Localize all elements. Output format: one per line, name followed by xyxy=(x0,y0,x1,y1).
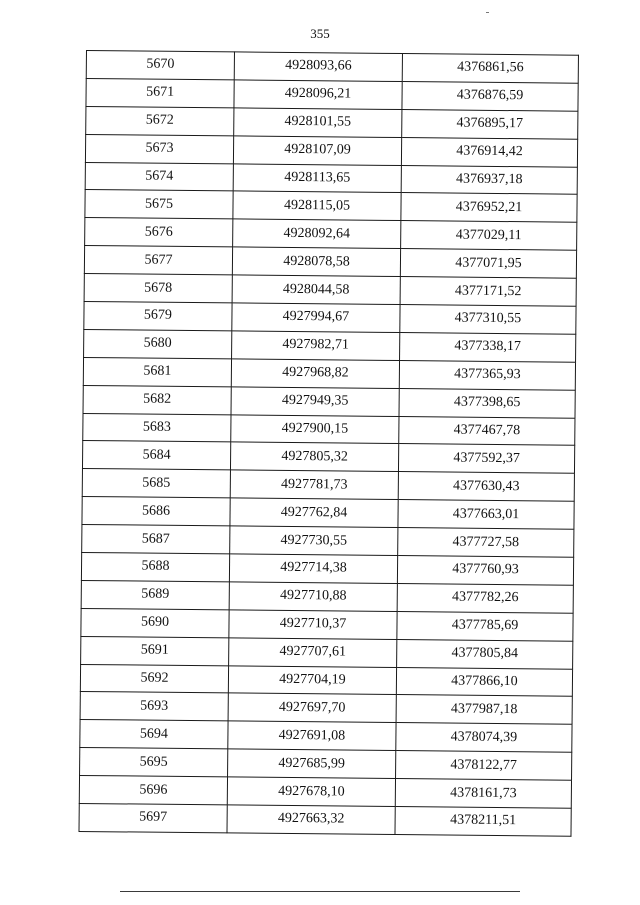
y-coordinate-cell: 4377398,65 xyxy=(399,388,575,418)
point-number-cell: 5691 xyxy=(81,636,229,665)
y-coordinate-cell: 4377987,18 xyxy=(396,695,572,725)
x-coordinate-cell: 4928115,05 xyxy=(233,191,401,221)
y-coordinate-cell: 4377760,93 xyxy=(397,556,573,586)
y-coordinate-cell: 4377071,95 xyxy=(400,249,576,279)
x-coordinate-cell: 4927714,38 xyxy=(229,554,397,584)
y-coordinate-cell: 4377171,52 xyxy=(400,277,576,307)
x-coordinate-cell: 4927805,32 xyxy=(230,442,398,472)
x-coordinate-cell: 4927968,82 xyxy=(231,359,399,389)
x-coordinate-cell: 4927710,88 xyxy=(229,582,397,612)
y-coordinate-cell: 4376937,18 xyxy=(401,165,577,195)
x-coordinate-cell: 4927762,84 xyxy=(230,498,398,528)
y-coordinate-cell: 4376876,59 xyxy=(402,81,578,111)
x-coordinate-cell: 4927730,55 xyxy=(230,526,398,556)
x-coordinate-cell: 4927663,32 xyxy=(227,805,395,835)
x-coordinate-cell: 4927710,37 xyxy=(229,610,397,640)
y-coordinate-cell: 4376861,56 xyxy=(402,54,578,84)
x-coordinate-cell: 4928093,66 xyxy=(234,52,402,82)
x-coordinate-cell: 4928078,58 xyxy=(232,247,400,277)
point-number-cell: 5684 xyxy=(82,441,230,470)
scan-artifact-mark xyxy=(486,12,489,13)
point-number-cell: 5683 xyxy=(83,413,231,442)
table-row xyxy=(79,804,571,837)
point-number-cell: 5697 xyxy=(79,804,227,833)
x-coordinate-cell: 4927685,99 xyxy=(228,749,396,779)
x-coordinate-cell: 4928044,58 xyxy=(232,275,400,305)
y-coordinate-cell: 4376914,42 xyxy=(401,137,577,167)
x-coordinate-cell: 4927704,19 xyxy=(228,665,396,695)
page-number: 355 xyxy=(310,26,330,41)
coordinates-table-body xyxy=(79,51,578,837)
y-coordinate-cell: 4377592,37 xyxy=(398,444,574,474)
point-number-cell: 5686 xyxy=(82,497,230,526)
y-coordinate-cell: 4377630,43 xyxy=(398,472,574,502)
y-coordinate-cell: 4377785,69 xyxy=(397,611,573,641)
point-number-cell: 5673 xyxy=(85,134,233,163)
point-number-cell: 5680 xyxy=(84,329,232,358)
x-coordinate-cell: 4928101,55 xyxy=(234,108,402,138)
y-coordinate-cell: 4377727,58 xyxy=(398,528,574,558)
point-number-cell: 5679 xyxy=(84,302,232,331)
x-coordinate-cell: 4928107,09 xyxy=(233,136,401,166)
point-number-cell: 5678 xyxy=(84,274,232,303)
point-number-cell: 5674 xyxy=(85,162,233,191)
point-number-cell: 5687 xyxy=(82,525,230,554)
x-coordinate-cell: 4928092,64 xyxy=(233,219,401,249)
point-number-cell: 5671 xyxy=(86,78,234,107)
x-coordinate-cell: 4927781,73 xyxy=(230,470,398,500)
point-number-cell: 5682 xyxy=(83,385,231,414)
point-number-cell: 5692 xyxy=(80,664,228,693)
y-coordinate-cell: 4376952,21 xyxy=(401,193,577,223)
point-number-cell: 5676 xyxy=(85,218,233,247)
y-coordinate-cell: 4377866,10 xyxy=(396,667,572,697)
point-number-cell: 5688 xyxy=(81,553,229,582)
point-number-cell: 5690 xyxy=(81,608,229,637)
y-coordinate-cell: 4378074,39 xyxy=(396,723,572,753)
point-number-cell: 5693 xyxy=(80,692,228,721)
y-coordinate-cell: 4377029,11 xyxy=(401,221,577,251)
x-coordinate-cell: 4927994,67 xyxy=(232,303,400,333)
x-coordinate-cell: 4927691,08 xyxy=(228,721,396,751)
point-number-cell: 5681 xyxy=(83,357,231,386)
x-coordinate-cell: 4927707,61 xyxy=(229,638,397,668)
y-coordinate-cell: 4377467,78 xyxy=(399,416,575,446)
x-coordinate-cell: 4927900,15 xyxy=(231,414,399,444)
coordinates-table xyxy=(78,50,578,837)
x-coordinate-cell: 4927697,70 xyxy=(228,693,396,723)
x-coordinate-cell: 4928113,65 xyxy=(233,163,401,193)
x-coordinate-cell: 4927678,10 xyxy=(227,777,395,807)
y-coordinate-cell: 4377365,93 xyxy=(399,360,575,390)
y-coordinate-cell: 4377782,26 xyxy=(397,583,573,613)
y-coordinate-cell: 4378122,77 xyxy=(396,751,572,781)
point-number-cell: 5695 xyxy=(80,748,228,777)
point-number-cell: 5677 xyxy=(84,246,232,275)
y-coordinate-cell: 4377338,17 xyxy=(400,332,576,362)
page-bottom-rule xyxy=(120,891,520,892)
y-coordinate-cell: 4376895,17 xyxy=(402,109,578,139)
y-coordinate-cell: 4377310,55 xyxy=(400,305,576,335)
y-coordinate-cell: 4378161,73 xyxy=(395,779,571,809)
point-number-cell: 5675 xyxy=(85,190,233,219)
y-coordinate-cell: 4377805,84 xyxy=(397,639,573,669)
point-number-cell: 5694 xyxy=(80,720,228,749)
point-number-cell: 5696 xyxy=(79,776,227,805)
y-coordinate-cell: 4377663,01 xyxy=(398,500,574,530)
point-number-cell: 5670 xyxy=(86,51,234,80)
x-coordinate-cell: 4927949,35 xyxy=(231,387,399,417)
point-number-cell: 5672 xyxy=(86,106,234,135)
point-number-cell: 5685 xyxy=(82,469,230,498)
y-coordinate-cell: 4378211,51 xyxy=(395,807,571,837)
x-coordinate-cell: 4927982,71 xyxy=(232,331,400,361)
point-number-cell: 5689 xyxy=(81,580,229,609)
x-coordinate-cell: 4928096,21 xyxy=(234,80,402,110)
